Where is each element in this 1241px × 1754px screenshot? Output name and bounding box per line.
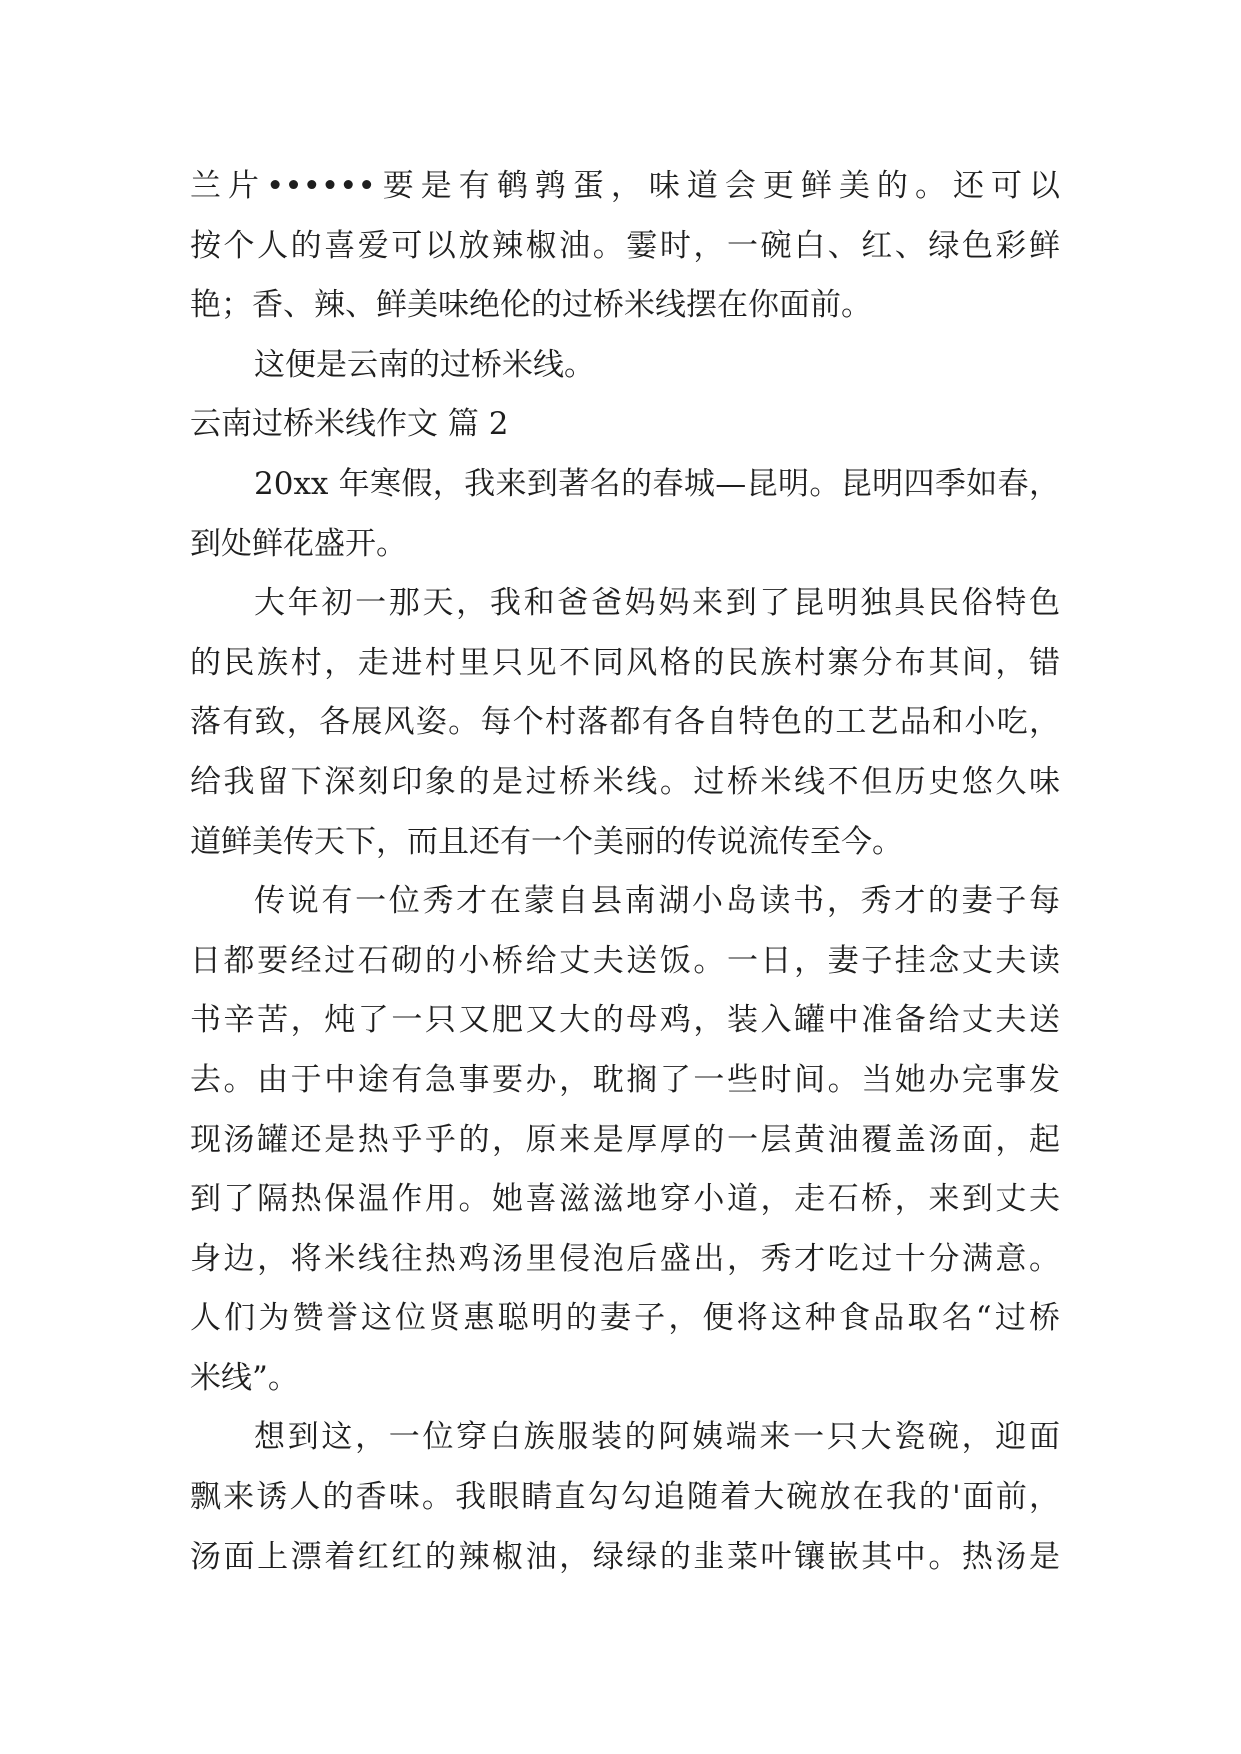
text-line: 20xx 年寒假，我来到著名的春城—昆明。昆明四季如春， [254, 465, 1060, 502]
text-line: 按个人的喜爱可以放辣椒油。霎时，一碗白、红、绿色彩鲜 [190, 227, 1060, 264]
text-line: 日都要经过石砌的小桥给丈夫送饭。一日，妻子挂念丈夫读 [190, 942, 1060, 979]
document-body [190, 157, 1060, 1587]
text-line: 去。由于中途有急事要办，耽搁了一些时间。当她办完事发 [190, 1061, 1060, 1098]
text-line: 书辛苦，炖了一只又肥又大的母鸡，装入罐中准备给丈夫送 [190, 1002, 1060, 1039]
text-line: 落有致，各展风姿。每个村落都有各自特色的工艺品和小吃， [190, 704, 1060, 741]
text-line: 人们为赞誉这位贤惠聪明的妻子，便将这种食品取名“过桥 [190, 1300, 1060, 1337]
text-line: 米线”。 [190, 1359, 299, 1396]
text-line: 艳；香、辣、鲜美味绝伦的过桥米线摆在你面前。 [190, 287, 872, 324]
text-line: 想到这，一位穿白族服装的阿姨端来一只大瓷碗，迎面 [254, 1419, 1060, 1456]
text-line: 大年初一那天，我和爸爸妈妈来到了昆明独具民俗特色 [254, 585, 1060, 622]
text-line: 给我留下深刻印象的是过桥米线。过桥米线不但历史悠久味 [190, 763, 1060, 800]
text-line: 传说有一位秀才在蒙自县南湖小岛读书，秀才的妻子每 [254, 883, 1060, 920]
text-line: 飘来诱人的香味。我眼睛直勾勾追随着大碗放在我的'面前， [190, 1479, 1060, 1516]
text-line: 到了隔热保温作用。她喜滋滋地穿小道，走石桥，来到丈夫 [190, 1181, 1060, 1218]
text-line: 到处鲜花盛开。 [190, 525, 407, 562]
text-line: 兰片••••••要是有鹌鹑蛋，味道会更鲜美的。还可以 [190, 168, 1060, 204]
text-line: 现汤罐还是热乎乎的，原来是厚厚的一层黄油覆盖汤面，起 [190, 1121, 1060, 1158]
text-line: 身边，将米线往热鸡汤里侵泡后盛出，秀才吃过十分满意。 [190, 1240, 1060, 1277]
text-line: 汤面上漂着红红的辣椒油，绿绿的韭菜叶镶嵌其中。热汤是 [190, 1538, 1060, 1575]
text-line: 道鲜美传天下，而且还有一个美丽的传说流传至今。 [190, 823, 903, 860]
text-line: 这便是云南的过桥米线。 [254, 346, 595, 383]
text-line: 的民族村，走进村里只见不同风格的民族村寨分布其间，错 [190, 644, 1060, 681]
section-heading: 云南过桥米线作文 篇 2 [190, 406, 509, 443]
